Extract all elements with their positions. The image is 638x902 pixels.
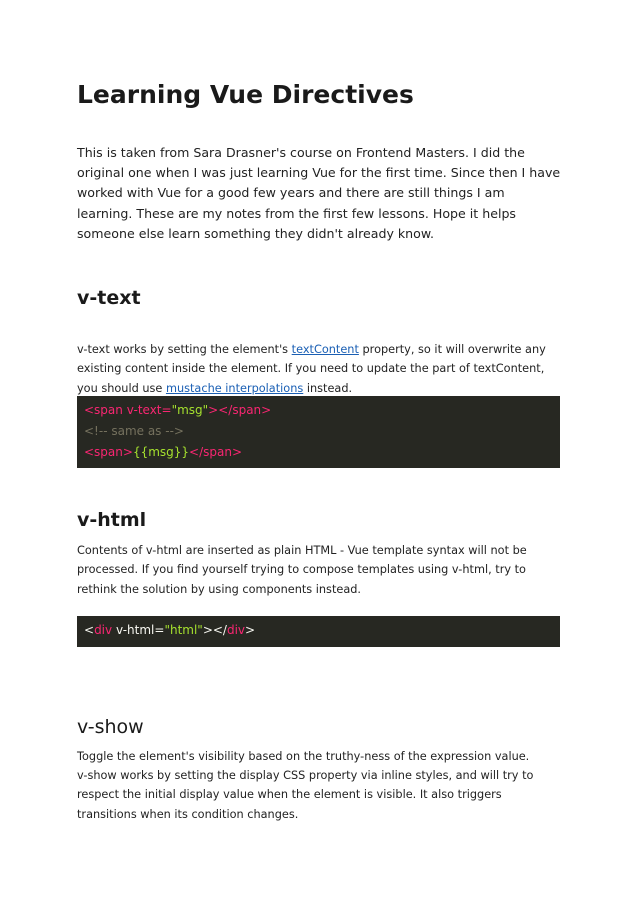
v-text-text-3: instead. <box>303 381 353 395</box>
v-html-paragraph: Contents of v-html are inserted as plain HTML - Vue template syntax will not be processed. If you find yourself trying to compose templates using v-html, try to rethink the solution by using components instead. <box>77 544 527 596</box>
code-line-1: <span v-text="msg"></span> <box>84 403 272 417</box>
mustache-interpolations-link[interactable]: mustache interpolations <box>165 381 304 395</box>
v-text-code-block <box>77 396 560 468</box>
code-line-html: <div v-html="html"></div> <box>84 623 256 637</box>
page-title: Learning Vue Directives <box>77 80 414 109</box>
heading-v-text: v-text <box>77 287 141 309</box>
code-line-2: <!-- same as --> <box>84 423 184 438</box>
heading-v-html: v-html <box>77 509 147 531</box>
v-text-paragraph <box>77 340 563 398</box>
heading-v-show: v-show <box>77 716 144 738</box>
intro-paragraph: This is taken from Sara Drasner's course on Frontend Masters. I did the original one when I was just learning Vue for the first time. Since then I have worked with Vue for a good few years and there are still things I am learning. These are my notes from the first few lessons. Hope it helps someone else learn something they didn't already know. <box>77 145 561 241</box>
code-line-3: <span>{{msg}}</span> <box>84 444 243 459</box>
textcontent-link[interactable]: textContent <box>291 343 359 356</box>
v-show-paragraph-2: v-show works by setting the display CSS property via inline styles, and will try to respect the initial display value when the element is visible. It also triggers transitions when its condition changes. <box>77 769 534 821</box>
v-text-text-2: property, so it will overwrite any existing content inside the element. If you need to update the part of textContent, you should use <box>77 343 546 395</box>
v-html-code-block <box>77 616 560 647</box>
v-show-paragraph-1: Toggle the element's visibility based on the truthy-ness of the expression value. <box>77 750 530 763</box>
v-text-text-1: v-text works by setting the element's <box>77 343 292 356</box>
